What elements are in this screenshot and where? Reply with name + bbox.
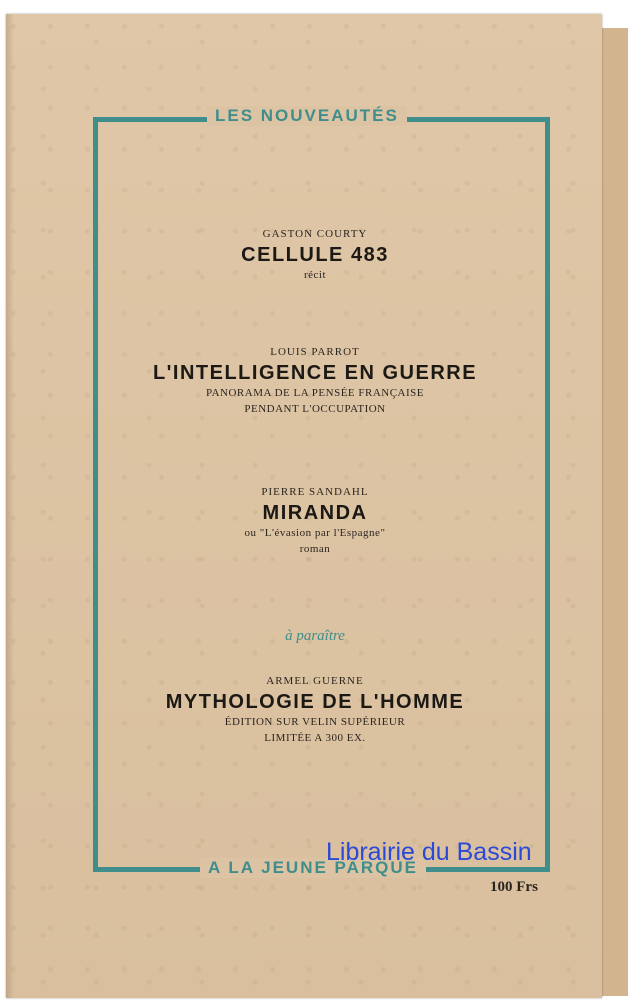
book-author: LOUIS PARROT	[270, 346, 360, 358]
frame-right-line	[545, 117, 550, 872]
book-author: GASTON COURTY	[262, 228, 368, 240]
book-entry	[100, 346, 530, 417]
book-subtitle: LIMITÉE A 300 EX.	[264, 732, 366, 744]
book-subtitle: récit	[303, 269, 327, 281]
watermark-text: Librairie du Bassin	[326, 838, 532, 866]
book-title: MIRANDA	[262, 502, 368, 524]
upcoming-label: à paraître	[285, 628, 345, 644]
price-label: 100 Frs	[490, 879, 538, 895]
book-title: CELLULE 483	[241, 244, 389, 266]
book-subtitle: PENDANT L'OCCUPATION	[244, 403, 386, 415]
book-subtitle: ÉDITION SUR VELIN SUPÉRIEUR	[224, 716, 406, 728]
book-author: PIERRE SANDAHL	[261, 486, 369, 498]
frame-left-line	[93, 117, 98, 872]
spine-shadow	[6, 14, 14, 998]
upcoming-section	[100, 628, 530, 645]
cover-edge	[602, 28, 628, 996]
book-author: ARMEL GUERNE	[266, 675, 364, 687]
book-subtitle: PANORAMA DE LA PENSÉE FRANÇAISE	[205, 387, 425, 399]
footer-label: A LA JEUNE PARQUE	[200, 858, 426, 878]
book-title: L'INTELLIGENCE EN GUERRE	[152, 362, 478, 384]
book-entry	[100, 228, 530, 283]
book-entry	[100, 486, 530, 557]
book-title: MYTHOLOGIE DE L'HOMME	[165, 691, 465, 713]
book-subtitle: roman	[299, 543, 331, 555]
header-label: LES NOUVEAUTÉS	[207, 106, 407, 126]
book-entry	[100, 675, 530, 746]
book-subtitle: ou "L'évasion par l'Espagne"	[244, 527, 386, 539]
